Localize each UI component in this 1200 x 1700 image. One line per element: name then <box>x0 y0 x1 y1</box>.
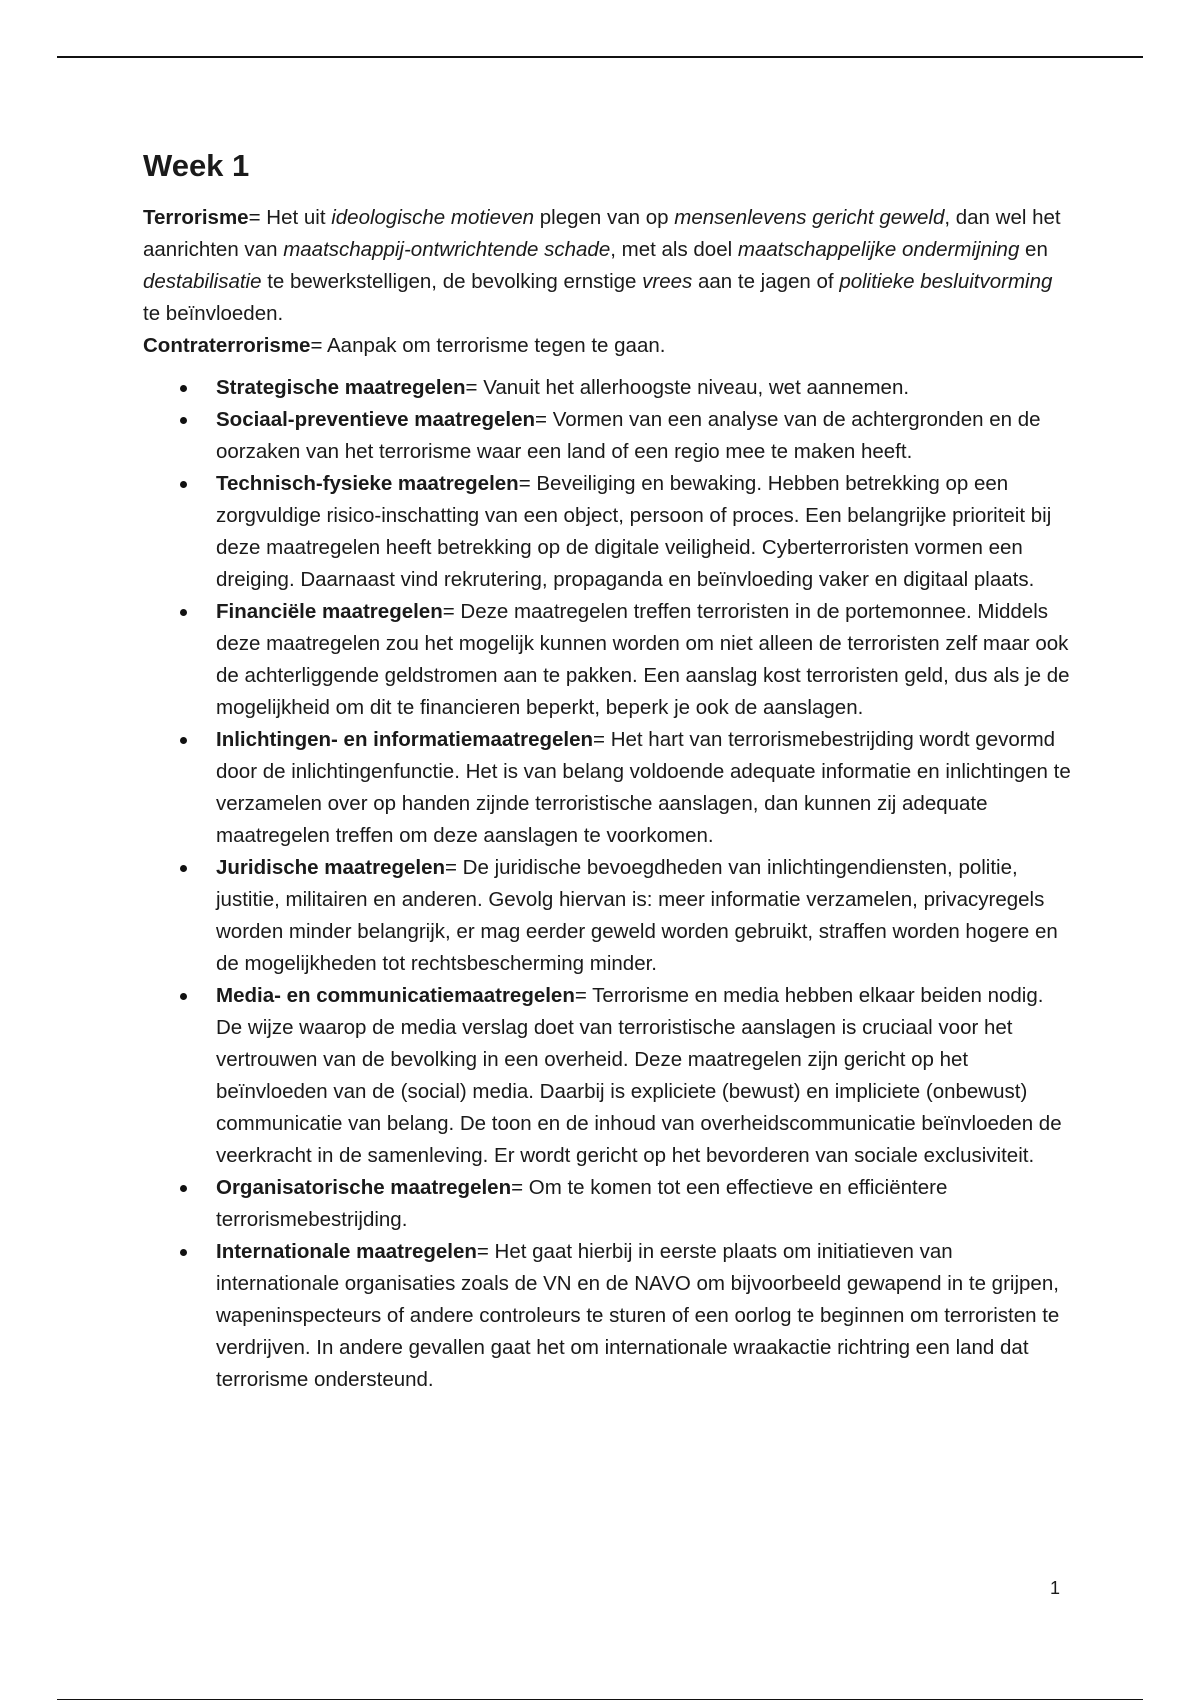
def-emphasis: mensenlevens gericht geweld <box>674 206 945 229</box>
def-text: , met als doel <box>610 238 738 261</box>
list-item <box>216 468 1073 596</box>
definition-contraterrorisme <box>143 330 1073 362</box>
def-emphasis: politieke besluitvorming <box>839 270 1053 293</box>
measures-list <box>143 372 1073 1396</box>
measure-text: = Terrorisme en media hebben elkaar beiden nodig. De wijze waarop de media verslag doet van terroristische aanslagen is cruciaal voor het vertrouwen van de bevolking in een overheid. Deze maatregelen zijn gericht op het beïnvloeden van de (social) media. Daarbij is expliciete (bewust) en impliciete (onbewust) communicatie van belang. De toon en de inhoud van overheidscommunicatie beïnvloeden de veerkracht in de samenleving. Er wordt gericht op het bevorderen van sociale exclusiviteit. <box>216 984 1062 1167</box>
term-terrorisme: Terrorisme <box>143 206 249 229</box>
list-item <box>216 372 1073 404</box>
measure-term: Organisatorische maatregelen <box>216 1176 512 1199</box>
def-text: plegen van op <box>534 206 675 229</box>
list-item <box>216 1172 1073 1236</box>
def-emphasis: ideologische motieven <box>331 206 535 229</box>
measure-text: = Beveiliging en bewaking. Hebben betrekking op een zorgvuldige risico-inschatting van een object, persoon of proces. Een belangrijke prioriteit bij deze maatregelen heeft betrekking op de digitale veiligheid. Cyberterroristen vormen een dreiging. Daarnaast vind rekrutering, propaganda en beïnvloeding vaker en digitaal plaats. <box>216 472 1052 591</box>
measure-term: Inlichtingen- en informatiemaatregelen <box>216 728 594 751</box>
measure-term: Media- en communicatiemaatregelen <box>216 984 575 1007</box>
def-text: en <box>1019 238 1048 261</box>
document-body <box>143 146 1073 1396</box>
def-emphasis: destabilisatie <box>143 270 262 293</box>
list-item <box>216 980 1073 1172</box>
def-emphasis: vrees <box>642 270 693 293</box>
measure-term: Technisch-fysieke maatregelen <box>216 472 519 495</box>
page-title: Week 1 <box>143 148 250 183</box>
measure-term: Sociaal-preventieve maatregelen <box>216 408 536 431</box>
measure-text: = Deze maatregelen treffen terroristen in de portemonnee. Middels deze maatregelen zou het mogelijk kunnen worden om niet alleen de terroristen zelf maar ook de achterliggende geldstromen aan te pakken. Een aanslag kost terroristen geld, dus als je de mogelijkheid om dit te financieren beperkt, beperk je ook de aanslagen. <box>216 600 1070 719</box>
def-text: te bewerkstelligen, de bevolking ernstige <box>261 270 643 293</box>
measure-text: = De juridische bevoegdheden van inlichtingendiensten, politie, justitie, militairen en anderen. Gevolg hiervan is: meer informatie verzamelen, privacyregels worden minder belangrijk, er mag eerder geweld worden gebruikt, straffen worden hogere en de mogelijkheden tot rechtsbescherming minder. <box>216 856 1058 975</box>
list-item <box>216 852 1073 980</box>
def-emphasis: maatschappij-ontwrichtende schade <box>283 238 611 261</box>
measure-term: Strategische maatregelen <box>216 376 466 399</box>
def-text: = Aanpak om terrorisme tegen te gaan. <box>310 334 666 357</box>
page-number: 1 <box>1049 1578 1060 1598</box>
def-text: te beïnvloeden. <box>143 302 284 325</box>
list-item <box>216 404 1073 468</box>
measure-term: Financiële maatregelen <box>216 600 443 623</box>
measure-text: = Vormen van een analyse van de achtergronden en de oorzaken van het terrorisme waar een land of een regio mee te maken heeft. <box>216 408 1041 463</box>
measure-term: Internationale maatregelen <box>216 1240 477 1263</box>
measure-text: = Het gaat hierbij in eerste plaats om initiatieven van internationale organisaties zoals de VN en de NAVO om bijvoorbeeld gewapend in te grijpen, wapeninspecteurs of andere controleurs te sturen of een oorlog te beginnen om terroristen te verdrijven. In andere gevallen gaat het om internationale wraakactie richtring een land dat terrorisme ondersteund. <box>216 1240 1060 1391</box>
list-item <box>216 1236 1073 1396</box>
def-text: = Het uit <box>248 206 332 229</box>
def-emphasis: maatschappelijke ondermijning <box>737 238 1020 261</box>
measure-text: = Vanuit het allerhoogste niveau, wet aannemen. <box>465 376 910 399</box>
header-rule <box>57 56 1143 58</box>
definition-terrorisme <box>143 202 1073 330</box>
term-contraterrorisme: Contraterrorisme <box>143 334 311 357</box>
def-text: aan te jagen of <box>692 270 840 293</box>
measure-text: = Om te komen tot een effectieve en efficiëntere terrorismebestrijding. <box>216 1176 948 1231</box>
measure-text: = Het hart van terrorismebestrijding wordt gevormd door de inlichtingenfunctie. Het is van belang voldoende adequate informatie en inlichtingen te verzamelen over op handen zijnde terroristische aanslagen, dan kunnen zij adequate maatregelen treffen om deze aanslagen te voorkomen. <box>216 728 1071 847</box>
list-item <box>216 596 1073 724</box>
measure-term: Juridische maatregelen <box>216 856 446 879</box>
list-item <box>216 724 1073 852</box>
def-text: , dan wel het aanrichten van <box>143 206 1061 261</box>
